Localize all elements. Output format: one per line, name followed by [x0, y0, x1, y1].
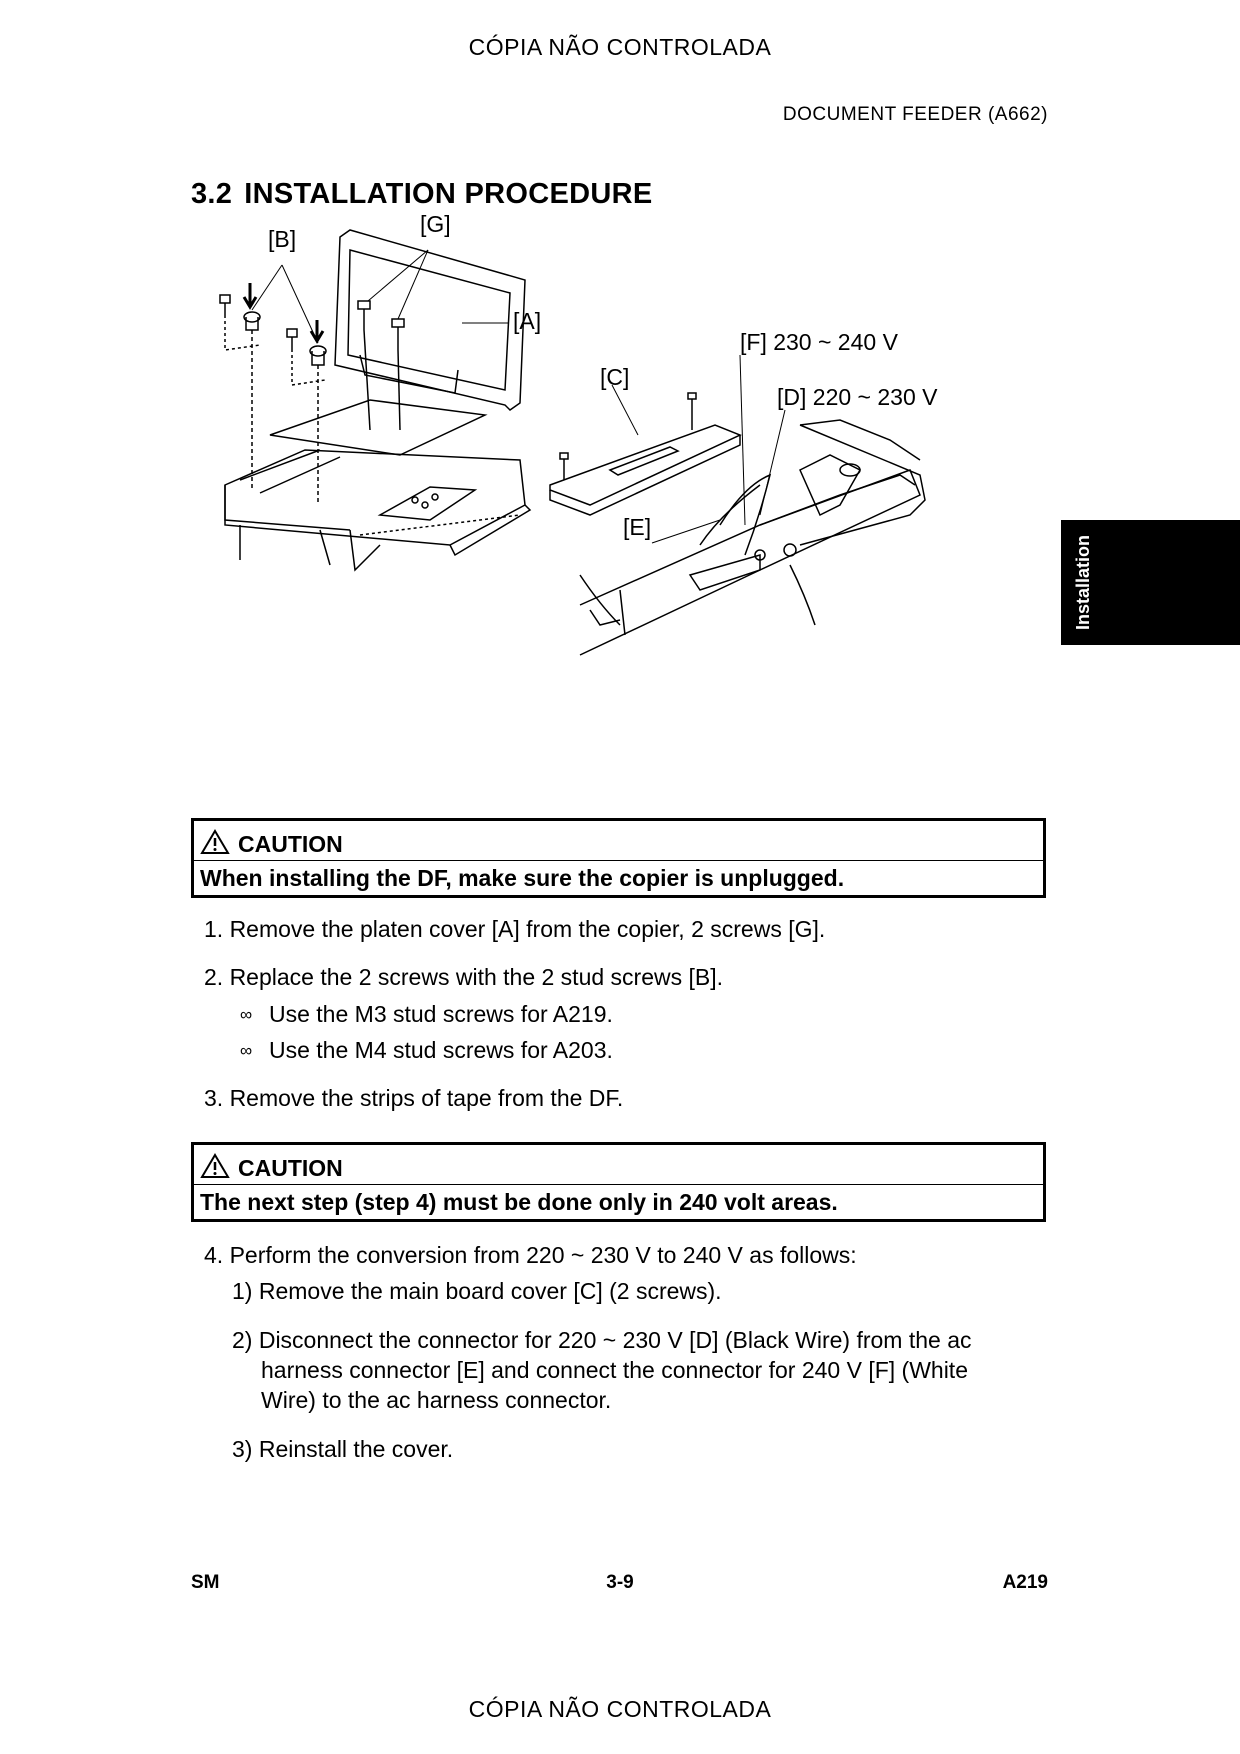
footer-page-number: 3-9: [606, 1572, 634, 1593]
label-f: [F] 230 ~ 240 V: [740, 329, 898, 355]
label-g: [G]: [420, 211, 451, 237]
section-number: 3.2: [191, 178, 233, 210]
caution-text-2: The next step (step 4) must be done only in 240 volt areas.: [200, 1189, 838, 1215]
section-heading: INSTALLATION PROCEDURE: [244, 178, 653, 210]
section-title: [191, 178, 653, 211]
step-3: 3. Remove the strips of tape from the DF.: [204, 1085, 624, 1111]
caution-label-1: CAUTION: [238, 831, 343, 857]
side-tab: [1061, 520, 1240, 645]
step-2-bullet-1: Use the M3 stud screws for A219.: [269, 1001, 613, 1027]
watermark-bottom: CÓPIA NÃO CONTROLADA: [468, 1696, 772, 1722]
label-b: [B]: [268, 226, 297, 252]
step-4-3: 3) Reinstall the cover.: [232, 1436, 454, 1462]
bullet-icon: ∞: [240, 1041, 253, 1060]
side-tab-label: Installation: [1073, 534, 1093, 630]
installation-diagram: [200, 211, 1060, 765]
step-2-bullet-2: Use the M4 stud screws for A203.: [269, 1037, 613, 1063]
leader-lines: [252, 250, 785, 543]
warning-triangle-icon: [200, 1153, 230, 1179]
watermark-top: CÓPIA NÃO CONTROLADA: [468, 34, 772, 60]
step-4-1: 1) Remove the main board cover [C] (2 screws).: [232, 1278, 722, 1304]
label-c: [C]: [600, 364, 630, 390]
label-a: [A]: [513, 308, 542, 334]
step-2: 2. Replace the 2 screws with the 2 stud screws [B].: [204, 964, 724, 990]
step-4-2-line-2: harness connector [E] and connect the connector for 240 V [F] (White: [261, 1357, 968, 1383]
page-header-title: DOCUMENT FEEDER (A662): [782, 104, 1048, 125]
footer-right: A219: [1002, 1572, 1048, 1593]
label-d: [D] 220 ~ 230 V: [777, 384, 938, 410]
step-4: 4. Perform the conversion from 220 ~ 230 V to 240 V as follows:: [204, 1242, 857, 1268]
footer-left: SM: [191, 1572, 220, 1593]
copier-illustration: [220, 230, 530, 570]
main-board-illustration: [550, 393, 925, 655]
caution-text-1: When installing the DF, make sure the copier is unplugged.: [200, 865, 845, 891]
caution-label-2: CAUTION: [238, 1155, 343, 1181]
bullet-icon: ∞: [240, 1005, 253, 1024]
label-e: [E]: [623, 514, 652, 540]
step-4-2-line-1: 2) Disconnect the connector for 220 ~ 230 V [D] (Black Wire) from the ac: [232, 1327, 972, 1353]
caution-heading-1: [194, 821, 1043, 861]
step-1: 1. Remove the platen cover [A] from the copier, 2 screws [G].: [204, 916, 826, 942]
caution-box-1: [191, 818, 1046, 898]
step-4-2-line-3: Wire) to the ac harness connector.: [261, 1387, 612, 1413]
caution-box-2: [191, 1142, 1046, 1222]
caution-heading-2: [194, 1145, 1043, 1185]
warning-triangle-icon: [200, 829, 230, 855]
